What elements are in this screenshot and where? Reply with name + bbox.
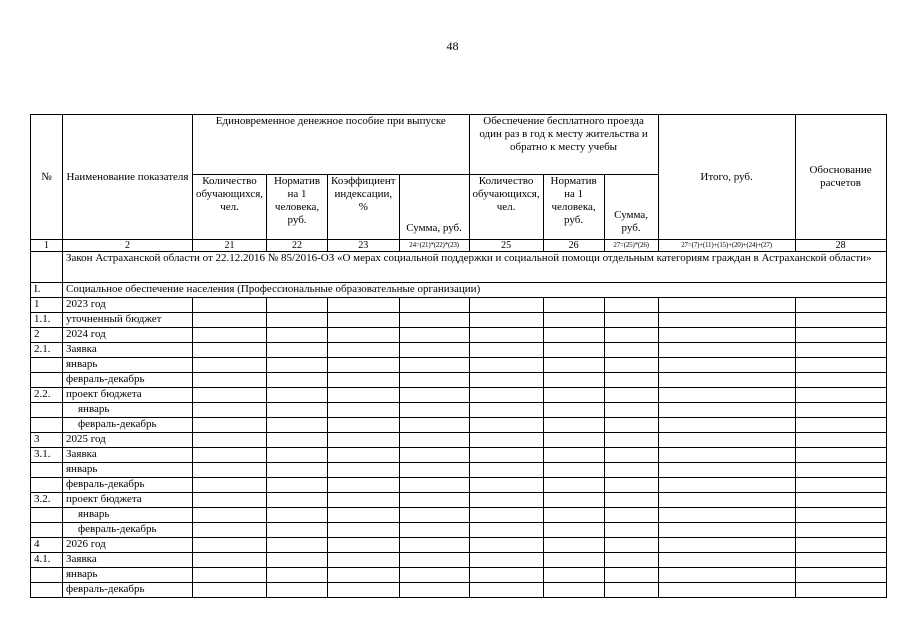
data-cell	[658, 493, 795, 508]
data-cell	[267, 508, 328, 523]
data-cell	[328, 343, 400, 358]
data-cell	[543, 523, 604, 538]
data-cell	[328, 463, 400, 478]
data-cell	[658, 343, 795, 358]
row-name: 2026 год	[63, 538, 193, 553]
data-cell	[193, 403, 267, 418]
row-number	[31, 508, 63, 523]
data-cell	[267, 343, 328, 358]
row-number	[31, 568, 63, 583]
data-cell	[399, 373, 469, 388]
data-cell	[267, 403, 328, 418]
data-cell	[469, 418, 543, 433]
data-cell	[328, 448, 400, 463]
data-cell	[469, 343, 543, 358]
data-cell	[328, 583, 400, 598]
data-cell	[267, 373, 328, 388]
data-cell	[658, 463, 795, 478]
data-cell	[193, 358, 267, 373]
data-cell	[469, 463, 543, 478]
data-cell	[469, 328, 543, 343]
data-cell	[604, 298, 658, 313]
table-row	[31, 538, 887, 553]
row-name: проект бюджета	[63, 493, 193, 508]
data-cell	[795, 463, 886, 478]
header-travel-count: Количество обучающихся, чел.	[469, 175, 543, 240]
data-cell	[795, 343, 886, 358]
row-number	[31, 478, 63, 493]
data-cell	[543, 553, 604, 568]
data-cell	[543, 433, 604, 448]
data-cell	[469, 583, 543, 598]
data-cell	[328, 568, 400, 583]
column-number: 27=(25)*(26)	[604, 240, 658, 252]
data-cell	[328, 418, 400, 433]
data-cell	[193, 388, 267, 403]
table-row	[31, 478, 887, 493]
data-cell	[328, 328, 400, 343]
data-cell	[267, 433, 328, 448]
data-cell	[399, 523, 469, 538]
table-row	[31, 463, 887, 478]
data-cell	[193, 583, 267, 598]
row-name: январь	[63, 568, 193, 583]
data-cell	[399, 538, 469, 553]
data-cell	[469, 478, 543, 493]
data-cell	[399, 463, 469, 478]
data-cell	[795, 448, 886, 463]
data-cell	[399, 448, 469, 463]
header-group-allowance: Единовременное денежное пособие при выпуске	[193, 115, 470, 175]
data-cell	[267, 583, 328, 598]
header-allowance-index: Коэффициент индексации, %	[328, 175, 400, 240]
table-row	[31, 328, 887, 343]
data-cell	[795, 478, 886, 493]
data-cell	[193, 328, 267, 343]
data-cell	[543, 343, 604, 358]
data-cell	[469, 448, 543, 463]
data-cell	[328, 538, 400, 553]
data-cell	[604, 328, 658, 343]
data-cell	[795, 328, 886, 343]
data-cell	[604, 343, 658, 358]
row-name: 2024 год	[63, 328, 193, 343]
data-cell	[399, 298, 469, 313]
column-number: 23	[328, 240, 400, 252]
table-row	[31, 523, 887, 538]
header-group-travel: Обеспечение бесплатного проезда один раз в год к месту жительства и обратно к месту учебы	[469, 115, 658, 175]
row-number	[31, 583, 63, 598]
row-number	[31, 418, 63, 433]
data-cell	[328, 553, 400, 568]
table-row	[31, 388, 887, 403]
data-cell	[795, 298, 886, 313]
data-cell	[469, 553, 543, 568]
data-cell	[604, 463, 658, 478]
data-cell	[543, 418, 604, 433]
data-cell	[469, 538, 543, 553]
data-cell	[399, 358, 469, 373]
data-cell	[658, 418, 795, 433]
data-cell	[193, 433, 267, 448]
header-no: №	[31, 115, 63, 240]
row-number: 1.1.	[31, 313, 63, 328]
table-row	[31, 508, 887, 523]
data-cell	[469, 523, 543, 538]
data-cell	[604, 508, 658, 523]
data-cell	[658, 403, 795, 418]
column-number: 28	[795, 240, 886, 252]
row-name: февраль-декабрь	[63, 583, 193, 598]
data-cell	[658, 358, 795, 373]
row-number	[31, 463, 63, 478]
row-number	[31, 403, 63, 418]
data-cell	[658, 508, 795, 523]
data-cell	[543, 298, 604, 313]
table-row	[31, 298, 887, 313]
data-cell	[658, 373, 795, 388]
data-cell	[469, 403, 543, 418]
column-number: 22	[267, 240, 328, 252]
data-cell	[267, 568, 328, 583]
data-cell	[795, 523, 886, 538]
row-number: 4	[31, 538, 63, 553]
row-name: Заявка	[63, 343, 193, 358]
data-cell	[399, 493, 469, 508]
data-cell	[543, 493, 604, 508]
row-number: 4.1.	[31, 553, 63, 568]
data-cell	[193, 298, 267, 313]
data-cell	[399, 313, 469, 328]
row-number: 2	[31, 328, 63, 343]
data-cell	[267, 538, 328, 553]
data-cell	[328, 433, 400, 448]
data-cell	[193, 553, 267, 568]
table-row	[31, 373, 887, 388]
data-cell	[543, 463, 604, 478]
row-number: 3	[31, 433, 63, 448]
data-cell	[658, 298, 795, 313]
row-name: январь	[63, 508, 193, 523]
data-cell	[399, 433, 469, 448]
data-cell	[328, 388, 400, 403]
row-number: 2.2.	[31, 388, 63, 403]
header-justification: Обоснование расчетов	[795, 115, 886, 240]
data-cell	[193, 523, 267, 538]
column-number: 27=(7)+(11)+(15)+(20)+(24)+(27)	[658, 240, 795, 252]
data-cell	[604, 568, 658, 583]
row-name: февраль-декабрь	[63, 418, 193, 433]
data-cell	[193, 343, 267, 358]
data-cell	[328, 298, 400, 313]
data-cell	[543, 538, 604, 553]
data-cell	[328, 493, 400, 508]
data-cell	[399, 553, 469, 568]
data-cell	[267, 463, 328, 478]
data-cell	[658, 568, 795, 583]
data-cell	[399, 328, 469, 343]
row-number: 1	[31, 298, 63, 313]
table-row	[31, 568, 887, 583]
column-number: 25	[469, 240, 543, 252]
data-cell	[267, 358, 328, 373]
row-name: январь	[63, 463, 193, 478]
data-cell	[658, 478, 795, 493]
column-number: 26	[543, 240, 604, 252]
row-number: 3.2.	[31, 493, 63, 508]
data-cell	[193, 508, 267, 523]
row-name: Заявка	[63, 553, 193, 568]
data-cell	[543, 583, 604, 598]
row-name: 2023 год	[63, 298, 193, 313]
data-cell	[267, 523, 328, 538]
table-row	[31, 343, 887, 358]
table-row	[31, 283, 887, 298]
row-name: февраль-декабрь	[63, 478, 193, 493]
data-cell	[469, 373, 543, 388]
table-row	[31, 553, 887, 568]
data-cell	[658, 433, 795, 448]
table-row	[31, 583, 887, 598]
table-row	[31, 433, 887, 448]
data-cell	[399, 568, 469, 583]
data-cell	[795, 583, 886, 598]
data-cell	[469, 388, 543, 403]
row-name: проект бюджета	[63, 388, 193, 403]
data-cell	[795, 373, 886, 388]
data-cell	[469, 568, 543, 583]
data-cell	[469, 298, 543, 313]
column-number: 1	[31, 240, 63, 252]
table-row	[31, 358, 887, 373]
data-cell	[604, 418, 658, 433]
data-cell	[604, 433, 658, 448]
table-row	[31, 403, 887, 418]
data-cell	[328, 478, 400, 493]
data-cell	[543, 403, 604, 418]
table-row	[31, 493, 887, 508]
data-cell	[658, 313, 795, 328]
data-cell	[399, 418, 469, 433]
data-cell	[267, 328, 328, 343]
data-cell	[604, 388, 658, 403]
page-number: 48	[446, 39, 459, 53]
data-cell	[267, 448, 328, 463]
data-cell	[604, 358, 658, 373]
data-cell	[399, 583, 469, 598]
data-cell	[795, 358, 886, 373]
row-number: 2.1.	[31, 343, 63, 358]
data-cell	[543, 568, 604, 583]
table-row	[31, 448, 887, 463]
row-name: январь	[63, 358, 193, 373]
data-cell	[795, 403, 886, 418]
data-cell	[543, 478, 604, 493]
law-no-cell	[31, 252, 63, 283]
row-name: февраль-декабрь	[63, 523, 193, 538]
data-cell	[469, 493, 543, 508]
data-cell	[328, 358, 400, 373]
data-cell	[267, 493, 328, 508]
data-cell	[328, 373, 400, 388]
header-allowance-sum: Сумма, руб.	[399, 175, 469, 240]
data-cell	[658, 448, 795, 463]
data-cell	[193, 313, 267, 328]
data-cell	[604, 553, 658, 568]
budget-table	[30, 114, 887, 598]
data-cell	[658, 583, 795, 598]
data-cell	[795, 418, 886, 433]
data-cell	[193, 478, 267, 493]
data-cell	[193, 568, 267, 583]
data-cell	[795, 493, 886, 508]
data-cell	[267, 478, 328, 493]
data-cell	[658, 523, 795, 538]
row-name: февраль-декабрь	[63, 373, 193, 388]
data-cell	[543, 313, 604, 328]
data-cell	[193, 418, 267, 433]
data-cell	[543, 358, 604, 373]
data-cell	[604, 448, 658, 463]
data-cell	[543, 373, 604, 388]
data-cell	[795, 568, 886, 583]
header-allowance-count: Количество обучающихся, чел.	[193, 175, 267, 240]
data-cell	[469, 508, 543, 523]
data-cell	[328, 403, 400, 418]
data-cell	[604, 373, 658, 388]
column-number: 21	[193, 240, 267, 252]
column-number: 2	[63, 240, 193, 252]
data-cell	[543, 508, 604, 523]
data-cell	[267, 313, 328, 328]
row-name: Социальное обеспечение населения (Профессиональные образовательные организации)	[63, 283, 887, 298]
data-cell	[604, 538, 658, 553]
header-travel-norm: Норматив на 1 человека, руб.	[543, 175, 604, 240]
data-cell	[193, 463, 267, 478]
data-cell	[795, 433, 886, 448]
data-cell	[543, 448, 604, 463]
row-number: I.	[31, 283, 63, 298]
data-cell	[399, 508, 469, 523]
column-number: 24=(21)*(22)*(23)	[399, 240, 469, 252]
row-name: Заявка	[63, 448, 193, 463]
data-cell	[543, 388, 604, 403]
law-title: Закон Астраханской области от 22.12.2016 № 85/2016-ОЗ «О мерах социальной поддержки и социальной помощи отдельным категориям граждан в Астраханской области»	[63, 252, 887, 283]
data-cell	[795, 553, 886, 568]
data-cell	[658, 538, 795, 553]
table-row	[31, 313, 887, 328]
data-cell	[267, 388, 328, 403]
data-cell	[543, 328, 604, 343]
data-cell	[469, 358, 543, 373]
data-cell	[193, 373, 267, 388]
data-cell	[795, 388, 886, 403]
data-cell	[328, 508, 400, 523]
data-cell	[658, 553, 795, 568]
data-cell	[193, 538, 267, 553]
header-travel-sum: Сумма, руб.	[604, 175, 658, 240]
data-cell	[469, 313, 543, 328]
data-cell	[399, 388, 469, 403]
data-cell	[795, 538, 886, 553]
data-cell	[604, 313, 658, 328]
row-number: 3.1.	[31, 448, 63, 463]
row-number	[31, 358, 63, 373]
data-cell	[469, 433, 543, 448]
data-cell	[267, 298, 328, 313]
data-cell	[328, 313, 400, 328]
data-cell	[604, 523, 658, 538]
row-name: 2025 год	[63, 433, 193, 448]
data-cell	[658, 388, 795, 403]
data-cell	[795, 313, 886, 328]
row-name: январь	[63, 403, 193, 418]
data-cell	[604, 403, 658, 418]
data-cell	[795, 508, 886, 523]
data-cell	[399, 478, 469, 493]
data-cell	[604, 583, 658, 598]
data-cell	[658, 328, 795, 343]
row-number	[31, 523, 63, 538]
data-cell	[399, 403, 469, 418]
row-number	[31, 373, 63, 388]
header-total: Итого, руб.	[658, 115, 795, 240]
data-cell	[604, 478, 658, 493]
data-cell	[604, 493, 658, 508]
data-cell	[267, 553, 328, 568]
data-cell	[267, 418, 328, 433]
table-row	[31, 418, 887, 433]
data-cell	[193, 493, 267, 508]
row-name: уточненный бюджет	[63, 313, 193, 328]
header-allowance-norm: Норматив на 1 человека, руб.	[267, 175, 328, 240]
header-name: Наименование показателя	[63, 115, 193, 240]
data-cell	[193, 448, 267, 463]
data-cell	[328, 523, 400, 538]
data-cell	[399, 343, 469, 358]
